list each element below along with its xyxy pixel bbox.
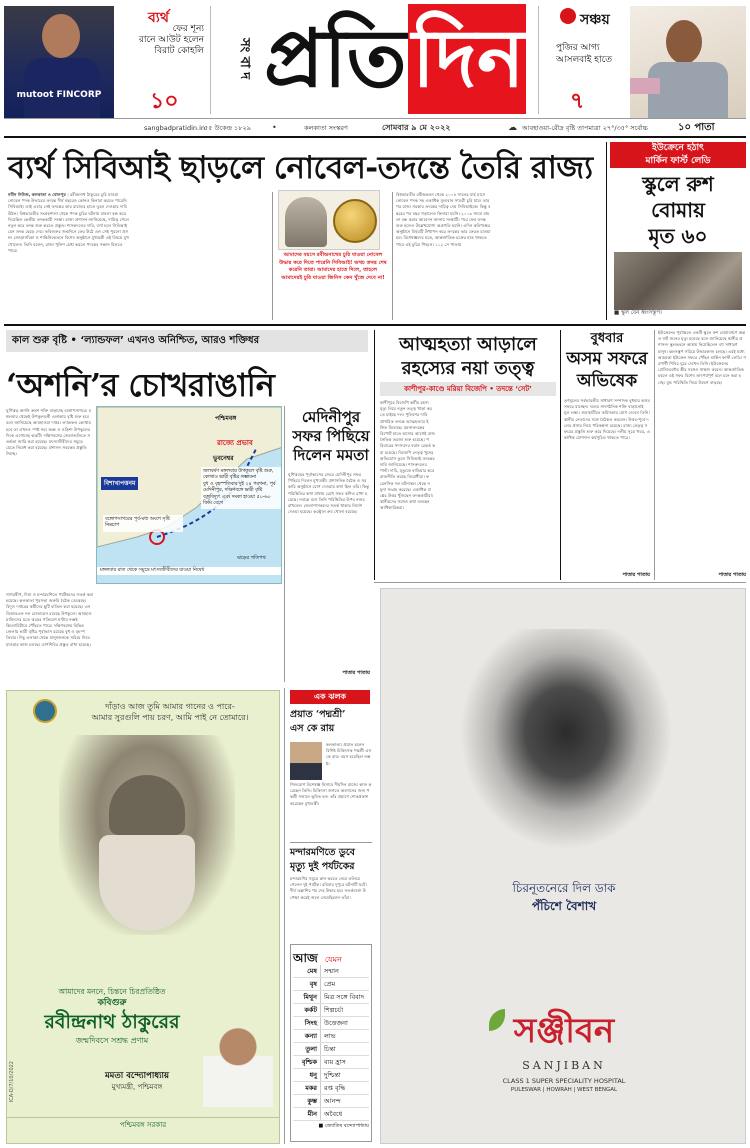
horoscope-sign: কুম্ভ — [293, 1095, 321, 1107]
horoscope-row — [293, 1004, 369, 1017]
horoscope-row — [293, 1108, 369, 1121]
jhalak-item1-name: এস কে রায় — [290, 723, 335, 734]
jhalak-item2-title: মন্দারমণিতে ডুবে — [290, 847, 355, 858]
ukraine-continued-body: ইউক্রেনের পূর্বাঞ্চলে একটি স্কুলে রুশ বোমাবর্ষণে অন্তত ষাট জনের মৃত্যু হয়েছে বলে জানিয়েছে স্থানীয় প্রশাসন। স্কুলভবনে আশ্রয় নিয়েছিলেন বহু সাধারণ মানুষ। ধ্বংসস্তূপ সরিয়ে উদ্ধারকাজ চলছে। এরই মধ্যে আচমকা ইউক্রেন সফরে পৌঁছন মার্কিন ফার্স্ট লেডি। শরণার্থী শিবির ঘুরে দেখেন তিনি। ইউক্রেনের প্রেসিডেন্টের স্ত্রীর সঙ্গেও সাক্ষাৎ করেন। আন্তর্জাতিক মহলে এই সফর বিশেষ তাৎপর্যপূর্ণ বলে মনে করা হচ্ছে। যুদ্ধ পরিস্থিতি নিয়ে উদ্বেগ বাড়ছে। পাতার পাতায় — [658, 330, 746, 578]
right-promo-page: ৭ — [570, 89, 585, 114]
issue-date: সোমবার ৯ মে ২০২২ — [382, 123, 451, 132]
horoscope-row — [293, 1017, 369, 1030]
horoscope-sign: মেষ — [293, 965, 321, 977]
horoscope-sign: মিথুন — [293, 991, 321, 1003]
horoscope-subtitle: যেমন — [324, 955, 342, 964]
sanjiban-desc: CLASS 1 SUPER SPECIALITY HOSPITAL — [502, 1077, 626, 1085]
horoscope-value: চিন্তা — [324, 1045, 336, 1053]
medinipur-headline2: সফর পিছিয়ে — [292, 427, 370, 445]
horoscope-row — [293, 1069, 369, 1082]
abhishek-kicker: বুধবার — [590, 331, 624, 346]
series-tag: সং বা দ — [237, 38, 252, 80]
map-title: রাজ্যে প্রভাব — [217, 439, 253, 447]
sanjiban-brand-en: SANJIBAN — [522, 1059, 606, 1072]
horoscope-sign: মকর — [293, 1082, 321, 1094]
sanjiban-tag1: চিরনূতনেরে দিল ডাক — [512, 881, 616, 895]
horoscope-row — [293, 1030, 369, 1043]
logo-pratidin-left: প্রতি — [264, 11, 407, 105]
sanjiban-brand-bn: সঞ্জীবন — [513, 1011, 615, 1051]
lead-headline: ব্যর্থ সিবিআই ছাড়লে নোবেল-তদন্তে তৈরি রাজ্য — [8, 150, 593, 186]
horoscope-row — [293, 1082, 369, 1095]
storm-body-bottom: সাগরদ্বীপ, দিঘা ও মন্দারমণিতে পর্যটকদের সতর্ক করা হয়েছে। কলকাতা পুরসভা জরুরি বৈঠক ডেকেছে। বিদ্যুৎ দপ্তরের কর্মীদের ছুটি বাতিল করা হয়েছে। এনডিআরএফ দল মোতায়েন রয়েছে উপকূলে। আবহাওয়াবিদদের মতে ঝড়ের গতিবেগ ঘণ্টায় নব্বই কিলোমিটারে পৌঁছতে পারে। দক্ষিণবঙ্গের বিভিন্ন জেলায় ভারী বৃষ্টির পূর্বাভাস রয়েছে বুধ ও বৃহস্পতিবার। নিচু এলাকা থেকে মানুষজনকে সরিয়ে নিয়ে যাওয়ার কাজ চলছে। ত্রাণশিবির প্রস্তুত রাখা হয়েছে। — [6, 592, 94, 647]
edition: • — [272, 123, 277, 132]
storm-body-left: ঘূর্ণিঝড় অশনি ক্রমশ শক্তি বাড়াচ্ছে বঙ্গোপসাগরে। মঙ্গলবার থেকেই উপকূলবর্তী এলাকায় বৃষ্টি শুরু হবে বলে জানিয়েছে আবহাওয়া দপ্তর। ল্যান্ডফল কোথায় হবে তা এখনও স্পষ্ট নয়। অন্ধ্র ও ওড়িশা উপকূলের দিকে এগোচ্ছে ঝড়টি। দক্ষিণবঙ্গের জেলাগুলিতে সতর্কতা জারি করা হয়েছে। মৎস্যজীবীদের সমুদ্রে যেতে নিষেধ করা হয়েছে। প্রশাসন সবরকম প্রস্তুতি নিচ্ছে। — [6, 408, 92, 457]
suicide-headline: রহস্যের নয়া তত্ত্ব — [401, 358, 535, 379]
left-promo-page: ১০ — [150, 89, 179, 114]
medinipur-headline3: দিলেন মমতা — [293, 446, 369, 464]
sanjiban-loc: PULESWAR | HOWRAH | WEST BENGAL — [510, 1087, 618, 1093]
website: sangbadpratidin.in — [144, 124, 206, 132]
sanchay-logo-icon — [560, 8, 576, 24]
medinipur-body: ঘূর্ণিঝড়ের পূর্বাভাসের জেরে মেদিনীপুর সফর পিছিয়ে দিলেন মুখ্যমন্ত্রী। প্রশাসনিক বৈঠক ও সরকারি অনুষ্ঠানে যোগ দেওয়ার কথা ছিল তাঁর। কিন্তু পরিস্থিতির কথা মাথায় রেখে সফর স্থগিত রাখা হয়েছে। নবান্নে বসে তিনি পরিস্থিতির উপর নজর রাখবেন। জেলাশাসকদের সতর্ক থাকার নির্দেশ দেওয়া হয়েছে। কন্ট্রোল রুম খোলা হয়েছে। পাতার পাতায় — [288, 472, 370, 676]
ukraine-caption: ■ স্কুল যেন ধ্বংসস্তূপ। — [614, 310, 662, 316]
left-promo-title: ব্যর্থ — [148, 10, 169, 26]
tagore-line2: কবিগুরু — [97, 998, 127, 1008]
lead-byline: নবীন নিউজ, কলকাতা ও বোলপুর — [8, 192, 66, 197]
suicide-subhead: কাশীপুর-কাণ্ডে মরিয়া বিজেপি • তদন্তে ‘সেট’ — [380, 382, 556, 396]
ad-code: ICA-D/7/10/2022 — [9, 1061, 15, 1103]
abhishek-headline1: অসম সফরে — [566, 349, 648, 369]
map-legend-3: বজ্রবিদ্যুৎ এবং দমকা হাওয়া ৫০-৬০ কিমি বেগে — [203, 494, 271, 507]
storm-map — [96, 406, 282, 584]
tagore-ad — [6, 690, 280, 1144]
horoscope-row — [293, 1056, 369, 1069]
edition-text: কলকাতা সংস্করণ — [304, 124, 348, 132]
ukraine-headline3: মৃত ৬০ — [648, 224, 708, 248]
lead-jump: ১১২ সে পাতায় — [435, 241, 462, 247]
logo-pratidin-right: দিন — [412, 11, 525, 105]
jhalak-item1-body2: শিশুরোগ বিশেষজ্ঞ হিসাবে দীর্ঘদিন রাজ্যে কাজ করেছেন তিনি। চিকিৎসা জগতে অবদানের জন্য পদ্মশ্রী সম্মানে ভূষিত হন। তাঁর প্রয়াণে শোকপ্রকাশ করেছেন মুখ্যমন্ত্রী। — [290, 782, 372, 806]
wb-emblem-icon — [33, 699, 57, 723]
map-place3: বিশাখাপত্তনম — [101, 477, 138, 490]
gov-footer: পশ্চিমবঙ্গ সরকার — [7, 1117, 279, 1132]
medinipur-more: পাতার পাতায় — [342, 670, 370, 676]
ukraine-kicker1: ইউক্রেনে হঠাৎ — [610, 142, 746, 155]
mamata-photo — [203, 1021, 273, 1107]
horoscope-sign: কন্যা — [293, 1030, 321, 1042]
map-axis-label: ঝড়ের গতিপথ — [237, 555, 266, 561]
horoscope-row — [293, 1095, 369, 1108]
horoscope-box — [290, 944, 372, 1142]
lead-body-right: বিশ্বভারতীর রবীন্দ্রভবন থেকে ২০০৪ সালের মার্চ মাসে নোবেল পদক সহ একাধিক মূল্যবান সামগ্রী চুরি যায়। তারপর রাজ্য সরকার তদন্তের দায়িত্ব দেয় সিবিআইকে। কিন্তু বছরের পর বছর গড়ালেও কিনারা হয়নি। ২০০৯ সালে মামলা বন্ধ করার আবেদন জানায় সংস্থাটি। পরে ফের তদন্ত শুরু হলেও উল্লেখযোগ্য অগ্রগতি হয়নি। এদিন কবিপক্ষের অনুষ্ঠানে বিষয়টি উত্থাপন করে তদন্তের ভার ফেরত চাওয়া হয়। বিশেষজ্ঞদের মতে, আন্তর্জাতিক চক্রের হাত থাকতে পারে এই চুরির পিছনে। ১১২ সে পাতায় — [396, 192, 491, 247]
jhalak-item1-title: প্রয়াত ‘পদ্মশ্রী’ — [290, 709, 346, 720]
horoscope-sign: তুলা — [293, 1043, 321, 1055]
map-footer: মঙ্গলবার রাত থেকে সমুদ্রে মৎস্যজীবীদের যাওয়া নিষেধ — [97, 567, 282, 575]
horoscope-value: মিত্র সঙ্গে বিবাদ — [324, 993, 364, 1001]
storm-banner: কাল শুরু বৃষ্টি • ‘ল্যান্ডফল’ এখনও অনিশ্চিত, আরও শক্তিধর — [6, 330, 368, 352]
school-rubble-photo — [614, 252, 742, 310]
horoscope-list — [293, 965, 369, 1121]
left-promo-line3: বিরাট কোহলি — [154, 46, 204, 56]
map-legend-4: বঙ্গোপসাগরের পূর্ব-মধ্য অংশে সৃষ্টি নিম্নচাপ — [105, 517, 170, 529]
page-count: ১০ পাতা — [678, 122, 715, 133]
ukraine-box — [610, 142, 746, 320]
jhalak-item1-body: কলকাতা। প্রয়াত হলেন বিশিষ্ট চিকিৎসক পদ্মশ্রী এস কে রায়। বয়স হয়েছিল নব্বই। — [326, 742, 372, 766]
horoscope-sign: সিংহ — [293, 1017, 321, 1029]
horoscope-value: দুশ্চিন্তা — [324, 1071, 341, 1079]
tagore-line3: জন্মদিবসে সশ্রদ্ধ প্রণাম — [75, 1036, 149, 1045]
horoscope-title: আজ — [293, 951, 318, 965]
horoscope-row — [293, 991, 369, 1004]
storm-headline: ‘অশনি’র চোখরাঙানি — [6, 366, 275, 404]
map-legend-1: জলবর্ষণ মঙ্গলবার উপকূলে বৃষ্টি শুরু, কোথাও ভারী বৃষ্টির সম্ভাবনা — [203, 469, 274, 481]
left-promo-line1: ফের শূন্য — [172, 24, 204, 34]
volume: ৫৫ উকেন্দ্র ১৮২৯ — [204, 124, 251, 132]
horoscope-sign: ধনু — [293, 1069, 321, 1081]
ek-jhalak-label: এক ঝলক — [290, 690, 370, 704]
horoscope-sign: মীন — [293, 1108, 321, 1120]
kohli-photo — [4, 6, 114, 118]
abhishek-body: তৃণমূলের সর্বভারতীয় সাধারণ সম্পাদক বুধবার অসম সফরে যাচ্ছেন। দলের সাংগঠনিক শক্তি বাড়ানোই মূল লক্ষ্য। গুয়াহাটিতে কর্মিসভায় যোগ দেবেন তিনি। স্থানীয় নেতাদের সঙ্গে বৈঠকও করবেন। উত্তর-পূর্বে দলের প্রসার নিয়ে পরিকল্পনা রয়েছে। রাজ্য নেতৃত্ব সফরের প্রস্তুতি শুরু করে দিয়েছে। দলীয় সূত্রে খবর, একাধিক যোগদান কর্মসূচিও থাকতে পারে। পাতার পাতায় — [564, 398, 650, 578]
tagore-poem1: দাঁড়াও আজ তুমি আমার গানের ও পারে- — [105, 702, 235, 711]
horoscope-value: অবৈধে — [324, 1110, 343, 1118]
masthead — [0, 0, 750, 118]
right-promo-brand: সঞ্চয় — [580, 12, 610, 28]
horoscope-value: লাভ — [324, 1032, 336, 1040]
map-place2: ভুবনেশ্বর — [213, 455, 234, 462]
jhalak-item2-body: মন্দারমণির সমুদ্রে স্নান করতে নেমে তলিয়ে গেলেন দুই পর্যটক। রবিবার দুপুরে ঘটনাটি ঘটে। দীর্ঘ তল্লাশির পর দেহ উদ্ধার হয়। সতর্কবার্তা উপেক্ষা করেই জলে নেমেছিলেন তাঁরা। — [290, 876, 367, 900]
horoscope-row — [293, 1043, 369, 1056]
sk-roy-photo — [290, 742, 322, 780]
horoscope-sign: বৃশ্চিক — [293, 1056, 321, 1068]
sanjiban-ad — [380, 588, 746, 1144]
mamata-title: মুখ্যমন্ত্রী, পশ্চিমবঙ্গ — [111, 1083, 163, 1091]
tagore-line1: আমাদের মননে, চিন্তনে চিরপ্রতিষ্ঠিত — [58, 987, 166, 996]
horoscope-row — [293, 965, 369, 978]
right-promo-line1: পুজির আগ্য — [556, 43, 600, 53]
horoscope-value: উত্তেজনা — [324, 1019, 348, 1027]
date-bar — [4, 118, 746, 138]
map-legend-2: বুধ ও বৃহস্পতিবার দুই ২৪ পরগনা, পূর্ব মেদিনীপুর, দক্ষিণবঙ্গে ভারী বৃষ্টি — [203, 481, 276, 494]
sanjiban-tag2: পঁচিশে বৈশাখ — [531, 899, 597, 913]
medinipur-headline1: মেদিনীপুর — [301, 408, 361, 426]
horoscope-credit: ■ জ্যোতিষ বন্দ্যোপাধ্যায় — [318, 1123, 369, 1129]
horoscope-sign: কর্কট — [293, 1004, 321, 1016]
tagore-sketch — [451, 629, 681, 859]
suicide-kicker: আত্মহত্যা আড়ালে — [399, 334, 537, 355]
weather: আবহাওয়া-রৌদ্র বৃষ্টি তাপমাত্রা ২৭°/৩৫° সর্বোচ্চ — [522, 124, 648, 132]
horoscope-value: শিল্পচর্চা — [324, 1006, 344, 1014]
right-promo-line2: আসলবাই হাতে — [556, 55, 613, 65]
mamata-name: মমতা বন্দ্যোপাধ্যায় — [104, 1071, 170, 1081]
ukraine-headline2: বোমায় — [651, 198, 705, 222]
lead-quote: আমাদের বয়সে রবীন্দ্রনাথের চুরি যাওয়া নোবেল উদ্ধার করে দিতে পারেনি সিবিআই! অথচ তদন্ত শেষ করেনি তারা। আমাদের হাতে দিলে, তাহলে আমাদেরই চুরি যাওয়া জিনিস কেন খুঁজে দেবে না! — [279, 252, 387, 281]
ukraine-headline1: স্কুলে রুশ — [642, 172, 714, 196]
nobel-image — [278, 190, 380, 250]
abhishek-more: পাতার পাতায় — [622, 572, 650, 578]
jersey-text: mutoot FINCORP — [16, 90, 102, 100]
abhishek-headline2: অভিষেক — [576, 371, 638, 391]
tagore-poem2: আমার সুরগুলি পায় চরণ, আমি পাই নে তোমারে। — [91, 713, 249, 722]
suicide-body: কাশীপুরে বিজেপি কর্মীর রহস্যমৃত্যু নিয়ে নতুন তত্ত্ব খাড়া করতে চাইছে দল। পুলিশের দাবি প্রাথমিক তদন্তে আত্মহত্যার ইঙ্গিত মিলেছে। ময়নাতদন্তের রিপোর্ট হাতে আসার আগেই রাজনৈতিক তরজা শুরু হয়েছে। পরিবারের সদস্যদের বয়ান রেকর্ড করা হয়েছে। বিজেপি নেতৃত্ব খুনের অভিযোগ তুলে সিবিআই তদন্তের দাবি জানিয়েছে। শাসকদলের পাল্টা দাবি, মৃত্যুকে হাতিয়ার করে রাজনীতি করছে বিরোধীরা। ফরেনসিক দল ঘটনাস্থল থেকে নমুনা সংগ্রহ করেছে। একাধিক প্রশ্নের উত্তর খুঁজছেন তদন্তকারীরা। স্থানীয়দের সঙ্গেও কথা বলছেন আধিকারিকরা। — [380, 400, 436, 511]
jhalak-item2-sub: মৃত্যু দুই পর্যটকের — [290, 861, 355, 872]
horoscope-sign: বৃষ — [293, 978, 321, 990]
horoscope-value: আনন্দ — [324, 1097, 341, 1105]
horoscope-value: ব্যয় হ্রাস — [324, 1058, 346, 1066]
left-promo-line2: রানে আউট হলেন — [138, 35, 204, 45]
horoscope-row — [293, 978, 369, 991]
ukraine-more: পাতার পাতায় — [718, 572, 746, 578]
tagore-name: রবীন্দ্রনাথ ঠাকুরের — [44, 1011, 180, 1033]
map-place1: পশ্চিমবঙ্গ — [215, 415, 237, 422]
nobel-medal-icon — [333, 199, 377, 243]
lead-body-left: নবীন নিউজ, কলকাতা ও বোলপুর । রবীন্দ্রনাথ ঠাকুরের চুরি যাওয়া নোবেল পদক উদ্ধারের তদন্তে দীর্ঘ বছরেও কোনও কিনারা করতে পারেনি সিবিআই। তাই এবার সেই তদন্তের ভার রাজ্যের হাতে তুলে দেওয়ার দাবি উঠল। বিশ্বভারতীর সংগ্রহশালা থেকে পদক চুরির ঘটনায় মামলা বন্ধ করে দিয়েছিল কেন্দ্রীয় তদন্তকারী সংস্থা। রাজ্য প্রশাসন জানিয়েছে, দায়িত্ব পেলে নতুন করে তদন্ত শুরু করতে প্রস্তুত। শাসকদলের দাবি, ব্যর্থ হলে সিবিআই যেন তদন্ত ছেড়ে দেয়। কবিগুরুর জন্মদিনে ফের উঠে এল সেই পুরনো প্রসঙ্গ। জোড়াসাঁকো ও শান্তিনিকেতনে বিশেষ অনুষ্ঠানে মুখ্যমন্ত্রী এই বিষয়ে মুখ খোলেন। তিনি বলেন, রাজ্য পুলিশ চেষ্টা করলে পদকের সন্ধান মিলতে পারে। — [8, 192, 129, 253]
ukraine-kicker2: মার্কিন ফার্স্ট লেডি — [610, 155, 746, 168]
horoscope-value: রপ্ত বৃদ্ধি — [324, 1084, 346, 1092]
horoscope-value: সম্মান — [324, 967, 339, 975]
cloud-icon: ☁ — [508, 123, 517, 133]
tagore-portrait — [59, 735, 235, 935]
horoscope-value: প্রেম — [324, 980, 336, 988]
money-man-photo — [630, 6, 746, 118]
